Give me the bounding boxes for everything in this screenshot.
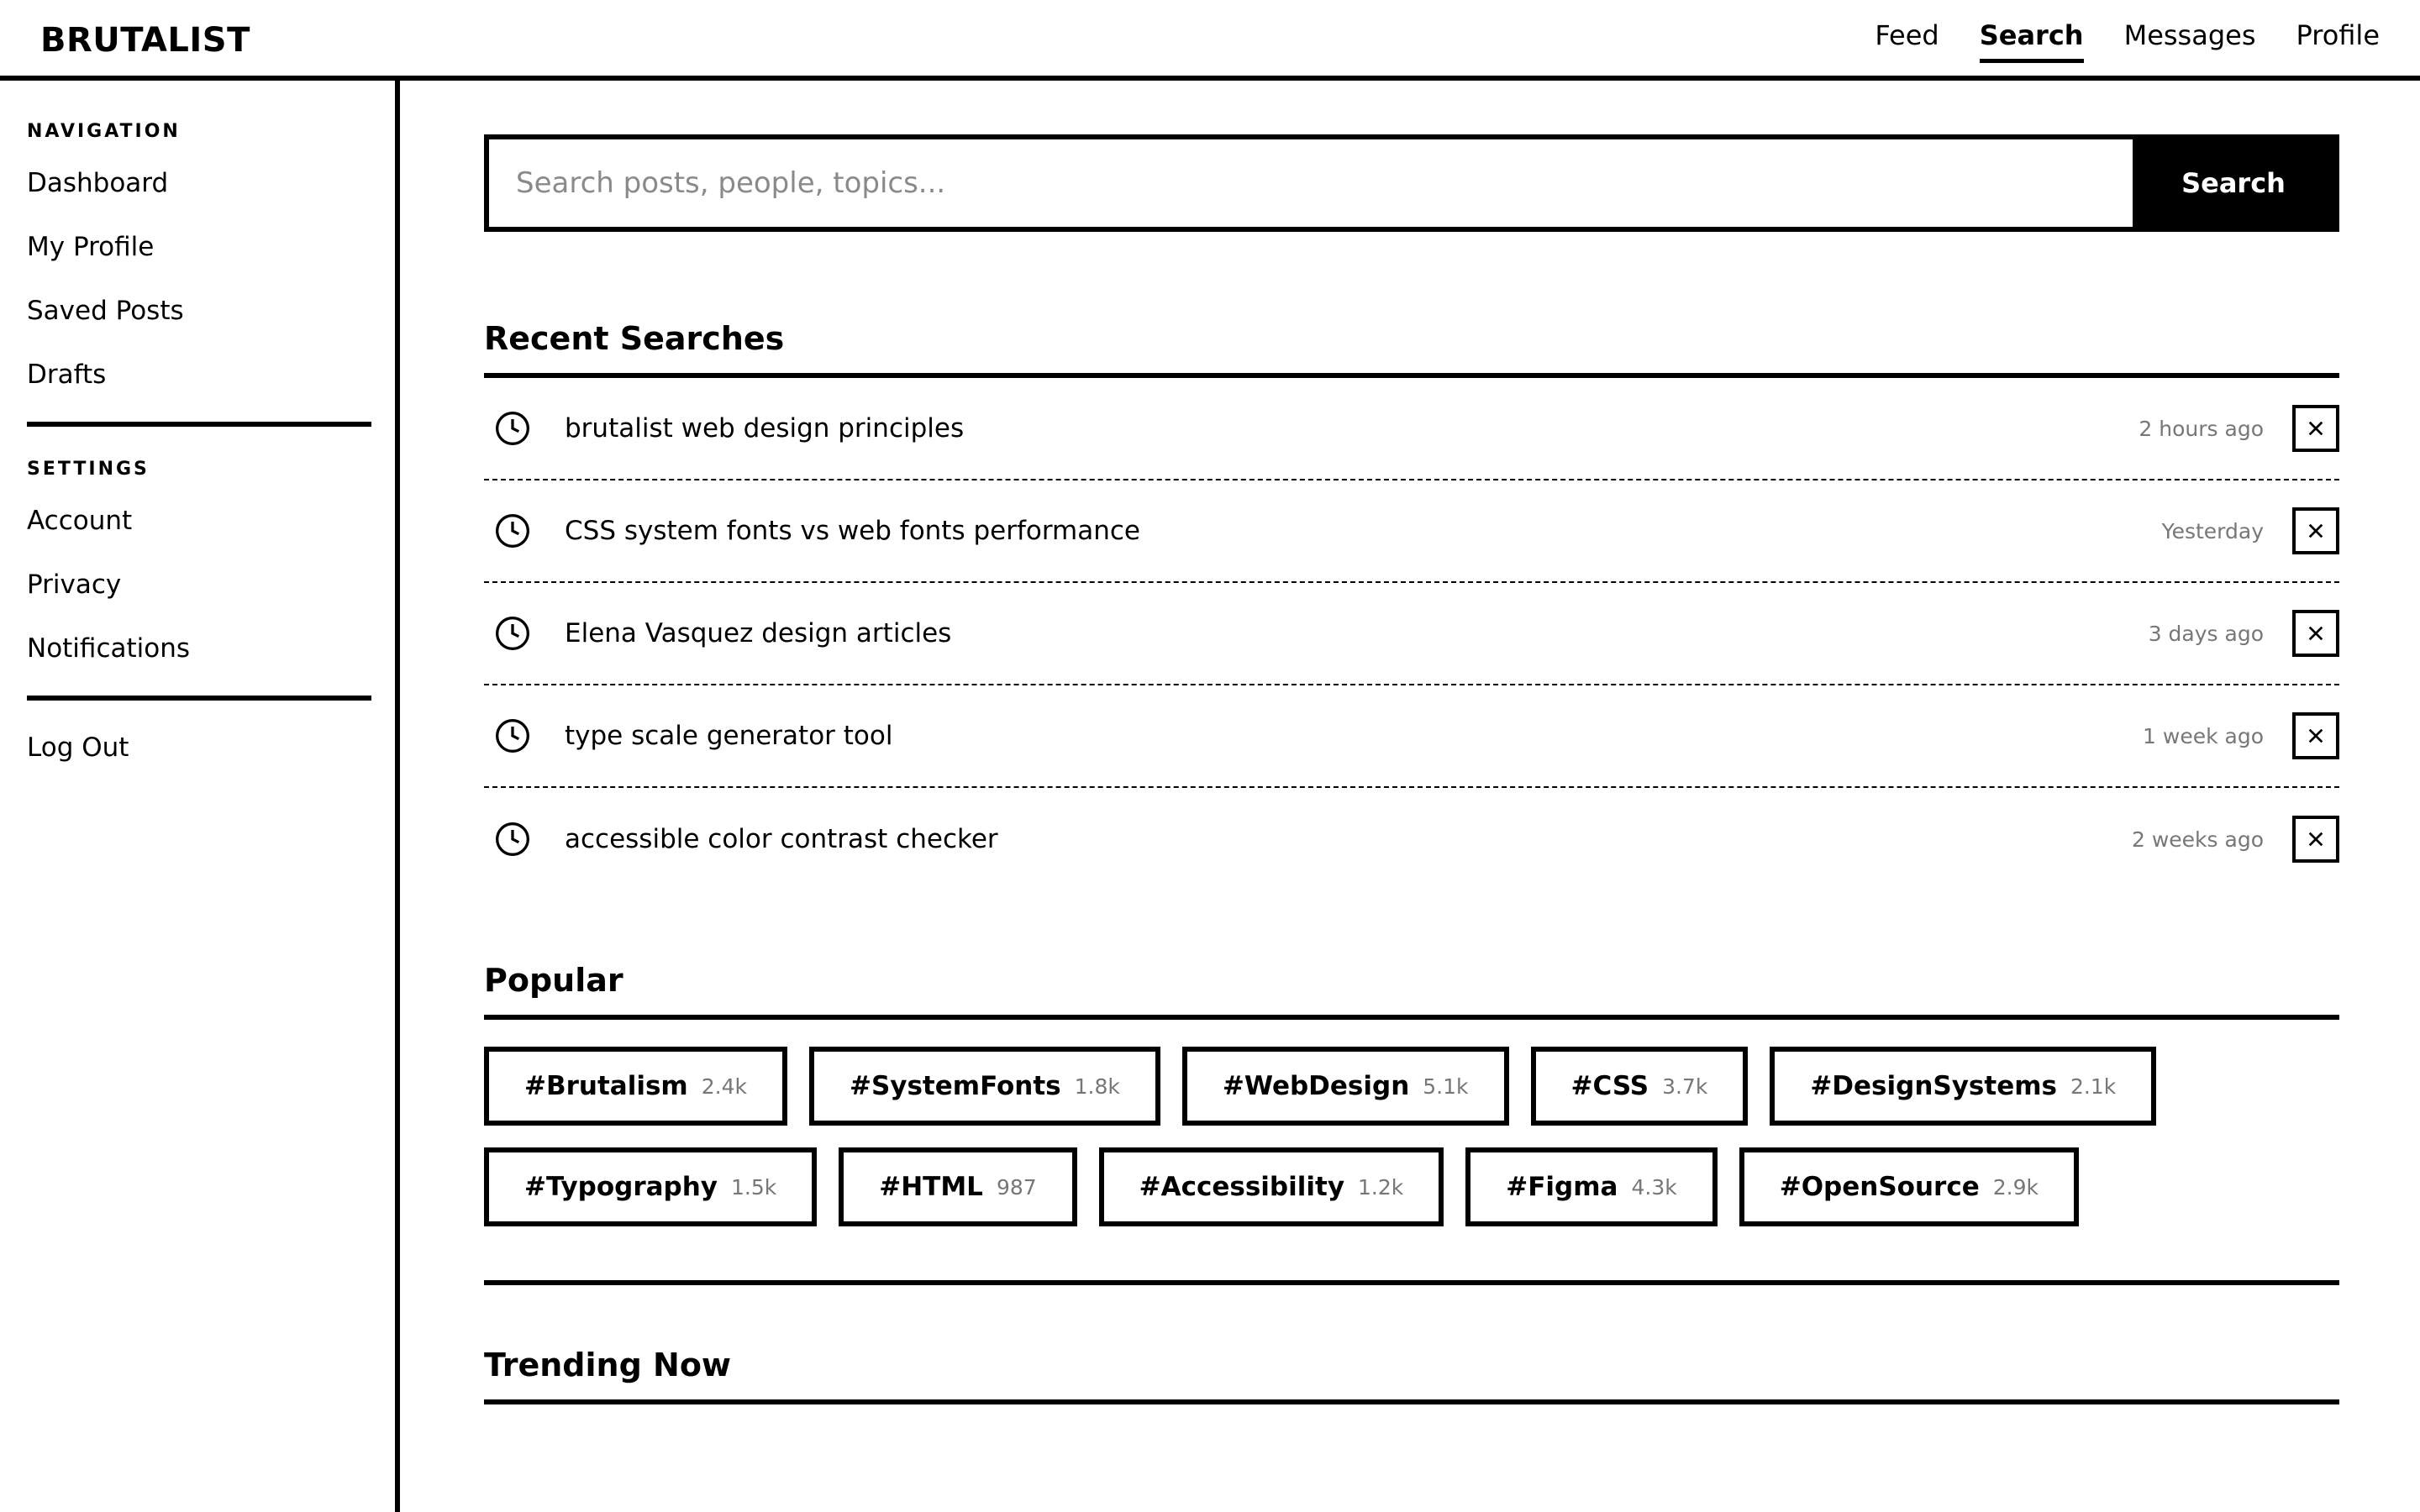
close-icon [2307,419,2325,438]
tag-count: 2.1k [2070,1074,2117,1099]
recent-search-time: 1 week ago [2143,723,2264,748]
recent-search-row [484,685,2339,788]
nav-profile[interactable]: Profile [2296,19,2380,51]
tag-count: 1.8k [1074,1074,1120,1099]
sidebar-divider [27,422,371,427]
recent-search-query[interactable]: accessible color contrast checker [565,824,998,854]
clock-icon [494,615,531,652]
recent-search-row [484,788,2339,890]
sidebar-item-dashboard[interactable]: Dashboard [27,168,169,198]
tag-opensource[interactable] [1739,1147,2079,1226]
tag-count: 2.9k [1992,1174,2039,1200]
tag-systemfonts[interactable] [809,1047,1160,1126]
tag-count: 1.2k [1358,1174,1404,1200]
recent-searches-title: Recent Searches [484,318,2339,378]
clock-icon [494,512,531,549]
tag-name: #Figma [1506,1172,1618,1202]
close-icon [2307,727,2325,745]
recent-search-time: 3 days ago [2148,621,2264,646]
remove-search-button[interactable] [2292,610,2339,657]
tag-typography[interactable] [484,1147,817,1226]
sidebar-divider [27,696,371,701]
recent-search-time: 2 weeks ago [2132,827,2264,852]
sidebar-item-notifications[interactable]: Notifications [27,633,191,664]
nav-messages[interactable]: Messages [2123,19,2256,51]
remove-search-button[interactable] [2292,816,2339,863]
recent-search-time: 2 hours ago [2139,416,2264,441]
recent-search-query[interactable]: type scale generator tool [565,721,893,751]
tag-css[interactable] [1531,1047,1749,1126]
main-content [484,134,2339,1512]
sidebar-item-account[interactable]: Account [27,506,133,536]
tag-name: #Typography [524,1172,718,1202]
remove-search-button[interactable] [2292,712,2339,759]
brand-logo[interactable]: BRUTALIST [40,21,250,60]
recent-search-row [484,480,2339,583]
clock-icon [494,410,531,447]
sidebar [0,81,400,1512]
recent-search-row [484,583,2339,685]
tag-name: #Accessibility [1139,1172,1345,1202]
recent-search-time: Yesterday [2161,518,2264,543]
recent-search-query[interactable]: brutalist web design principles [565,413,965,444]
top-bar [0,0,2420,81]
clock-icon [494,821,531,858]
tag-name: #SystemFonts [849,1071,1061,1101]
search-input[interactable] [489,139,2133,227]
popular-title: Popular [484,959,2339,1020]
nav-feed[interactable]: Feed [1875,19,1939,51]
remove-search-button[interactable] [2292,405,2339,452]
search-bar [484,134,2339,232]
clock-icon [494,717,531,754]
remove-search-button[interactable] [2292,507,2339,554]
trending-title: Trending Now [484,1344,2339,1404]
sidebar-settings-heading: SETTINGS [27,459,150,480]
sidebar-item-saved-posts[interactable]: Saved Posts [27,296,184,326]
tag-designsystems[interactable] [1770,1047,2156,1126]
logout-link[interactable]: Log Out [27,732,129,763]
tag-webdesign[interactable] [1182,1047,1509,1126]
tag-count: 1.5k [731,1174,777,1200]
tag-html[interactable] [839,1147,1076,1226]
tag-count: 987 [996,1174,1037,1200]
tag-accessibility[interactable] [1099,1147,1444,1226]
sidebar-item-drafts[interactable]: Drafts [27,360,107,390]
top-nav [1875,17,2380,64]
close-icon [2307,522,2325,540]
tag-name: #WebDesign [1222,1071,1410,1101]
recent-search-query[interactable]: CSS system fonts vs web fonts performance [565,516,1140,546]
close-icon [2307,830,2325,848]
search-button[interactable]: Search [2133,139,2334,227]
tag-figma[interactable] [1465,1147,1717,1226]
tag-name: #DesignSystems [1810,1071,2057,1101]
sidebar-item-privacy[interactable]: Privacy [27,570,122,600]
recent-searches-list [484,378,2339,890]
tag-count: 5.1k [1423,1074,1469,1099]
tag-name: #OpenSource [1779,1172,1980,1202]
recent-search-row [484,378,2339,480]
tag-name: #CSS [1570,1071,1649,1101]
popular-tags [484,1047,2339,1285]
tag-brutalism[interactable] [484,1047,787,1126]
close-icon [2307,624,2325,643]
tag-count: 3.7k [1662,1074,1708,1099]
sidebar-navigation-heading: NAVIGATION [27,121,181,142]
recent-search-query[interactable]: Elena Vasquez design articles [565,618,952,648]
nav-search[interactable]: Search [1980,17,2084,63]
sidebar-item-my-profile[interactable]: My Profile [27,232,155,262]
tag-name: #Brutalism [524,1071,688,1101]
tag-count: 4.3k [1631,1174,1677,1200]
tag-count: 2.4k [701,1074,747,1099]
tag-name: #HTML [879,1172,983,1202]
